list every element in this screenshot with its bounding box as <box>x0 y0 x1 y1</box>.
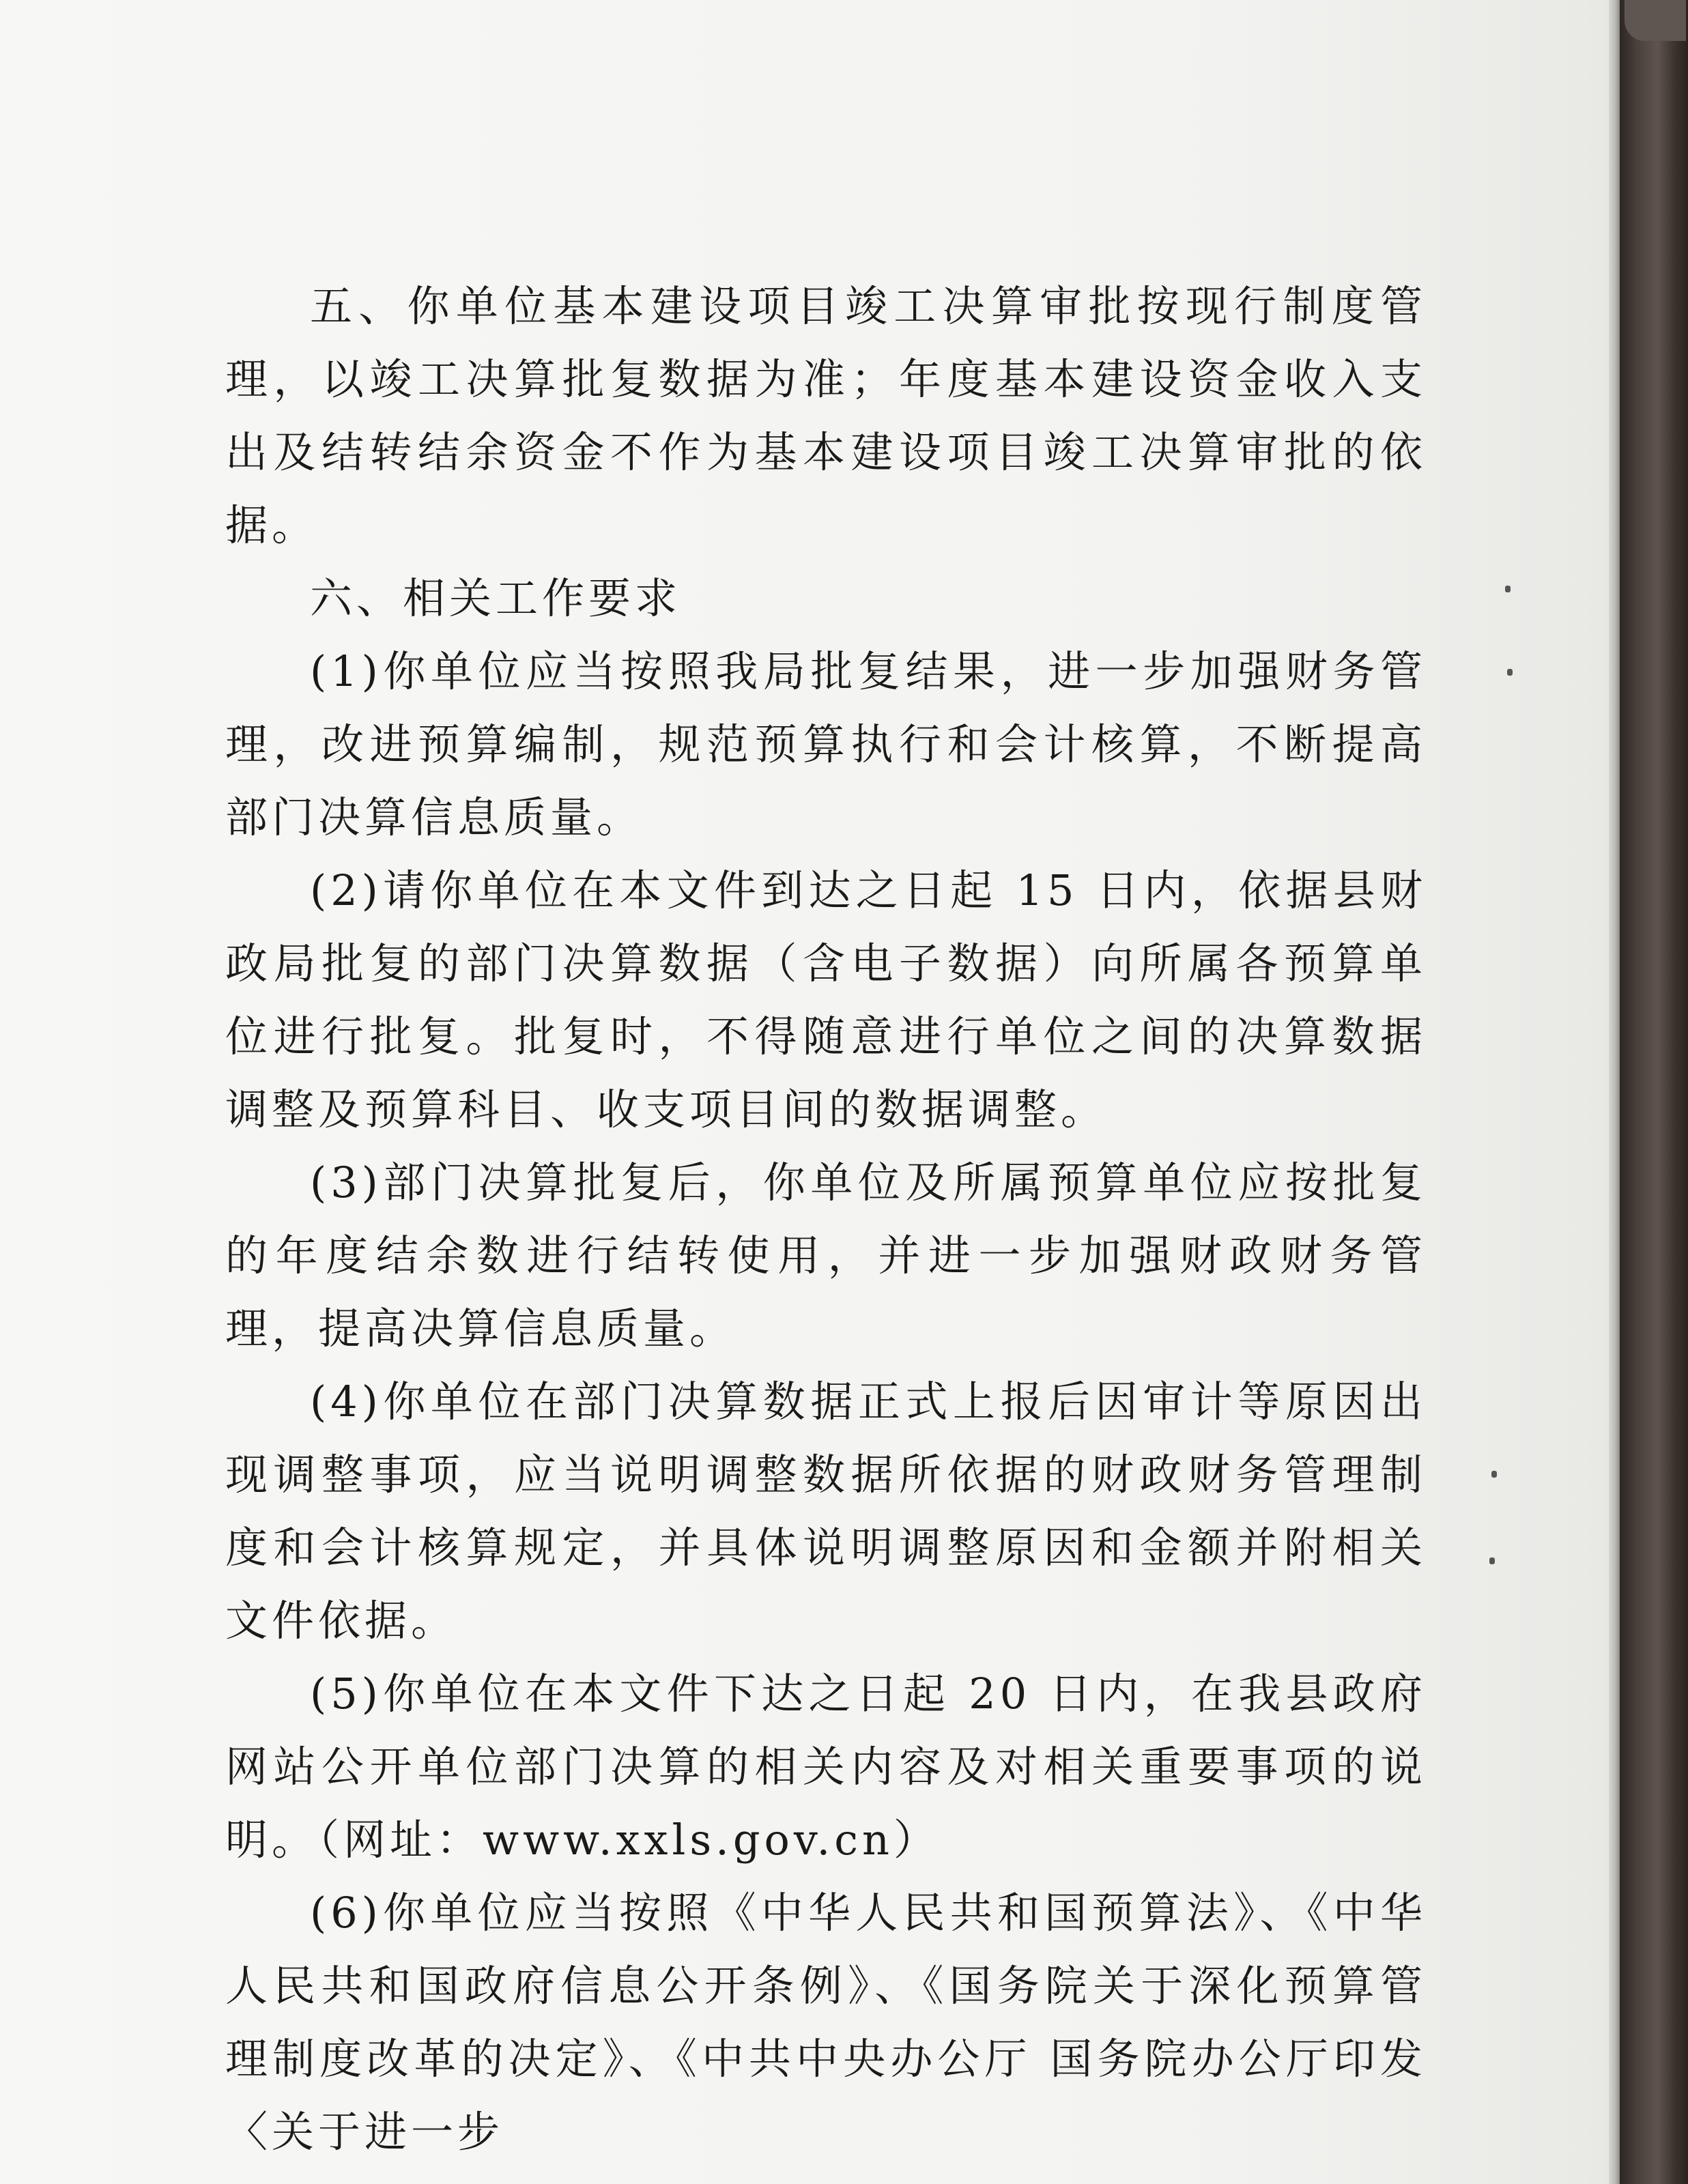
binding-bar <box>1620 0 1688 2184</box>
paragraph-five: 五、你单位基本建设项目竣工决算审批按现行制度管理，以竣工决算批复数据为准；年度基本建设资金收入支出及结转结余资金不作为基本建设项目竣工决算审批的依据。 <box>225 281 1427 550</box>
requirement-6: (6)你单位应当按照《中华人民共和国预算法》、《中华人民共和国政府信息公开条例》、《国务院关于深化预算管理制度改革的决定》、《中共中央办公厅 国务院办公厅印发〈关于进一步 <box>225 1888 1427 2157</box>
document-body <box>225 270 1427 2168</box>
page-edge-shadow <box>1609 0 1620 2184</box>
requirement-3: (3)部门决算批复后，你单位及所属预算单位应按批复的年度结余数进行结转使用，并进一步加强财政财务管理，提高决算信息质量。 <box>225 1158 1427 1353</box>
requirement-5: (5)你单位在本文件下达之日起 20 日内，在我县政府网站公开单位部门决算的相关内容及对相关重要事项的说明。（网址：www.xxls.gov.cn） <box>225 1669 1427 1865</box>
requirement-1: (1)你单位应当按照我局批复结果，进一步加强财务管理，改进预算编制，规范预算执行和会计核算，不断提高部门决算信息质量。 <box>225 646 1427 842</box>
requirement-4: (4)你单位在部门决算数据正式上报后因审计等原因出现调整事项，应当说明调整数据所依据的财政财务管理制度和会计核算规定，并具体说明调整原因和金额并附相关文件依据。 <box>225 1377 1427 1646</box>
speck-mark <box>1505 586 1511 592</box>
corner-shadow <box>1625 0 1686 41</box>
speck-mark <box>1491 1471 1497 1478</box>
speck-mark <box>1507 669 1513 676</box>
section-heading-six: 六、相关工作要求 <box>310 573 682 623</box>
requirement-2: (2)请你单位在本文件到达之日起 15 日内，依据县财政局批复的部门决算数据（含电子数据）向所属各预算单位进行批复。批复时，不得随意进行单位之间的决算数据调整及预算科目、收支项目间的数据调整。 <box>225 865 1427 1134</box>
speck-mark <box>1489 1557 1495 1564</box>
